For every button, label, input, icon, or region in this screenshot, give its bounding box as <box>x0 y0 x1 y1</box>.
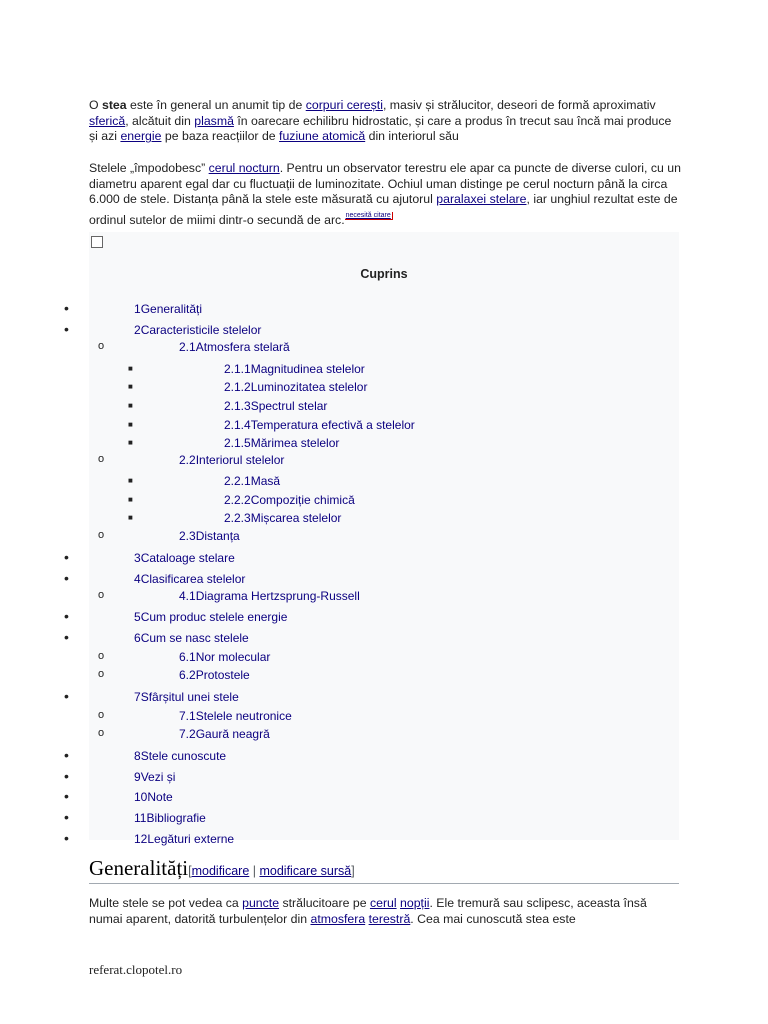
inline-link[interactable]: atmosfera <box>310 911 366 926</box>
toc-item[interactable] <box>0 340 768 356</box>
toc-item[interactable] <box>0 493 768 509</box>
toc-label: Diagrama Hertzsprung-Russell <box>195 589 360 603</box>
toc-item[interactable] <box>0 690 768 706</box>
toc-number: 2.2.1 <box>224 474 251 488</box>
toc-number: 11 <box>134 811 147 825</box>
toc-number: 7.1 <box>179 709 196 723</box>
circle-bullet-icon: o <box>98 589 105 601</box>
toc-label: Nor molecular <box>195 650 271 664</box>
toc-number: 2.1.5 <box>224 436 251 450</box>
circle-bullet-icon: o <box>98 650 105 662</box>
toc-item-link[interactable] <box>134 323 261 337</box>
bullet-icon: • <box>64 321 69 337</box>
edit-separator: | <box>249 864 260 878</box>
bullet-icon: • <box>64 747 69 763</box>
toc-number: 5 <box>134 610 141 624</box>
toc-number: 2.1.4 <box>224 418 251 432</box>
toc-title: Cuprins <box>360 267 408 281</box>
toc-number: 3 <box>134 551 141 565</box>
footer-source: referat.clopotel.ro <box>89 962 183 977</box>
toc-item-link[interactable] <box>134 302 202 316</box>
toc-label: Mărimea stelelor <box>250 436 340 450</box>
toc-item[interactable] <box>0 610 768 626</box>
square-bullet-icon: ■ <box>128 495 133 504</box>
bullet-icon: • <box>64 300 69 316</box>
section-title: Generalități <box>89 856 189 880</box>
citation-needed-note[interactable]: necesită citare <box>345 212 391 220</box>
toc-label: Masă <box>250 474 281 488</box>
toc-item-link[interactable] <box>224 511 341 525</box>
toc-number: 4 <box>134 572 141 586</box>
toc-label: Cum se nasc stelele <box>140 631 249 645</box>
toc-number: 2.1 <box>179 340 196 354</box>
toc-item-link[interactable] <box>134 610 287 624</box>
toc-item[interactable] <box>0 589 768 605</box>
circle-bullet-icon: o <box>98 668 105 680</box>
inline-link[interactable]: paralaxei stelare <box>436 192 527 207</box>
toc-number: 7 <box>134 690 141 704</box>
circle-bullet-icon: o <box>98 727 105 739</box>
text-run: , alcătuit din <box>125 113 195 128</box>
toc-label: Bibliografie <box>146 811 206 825</box>
square-bullet-icon: ■ <box>128 364 133 373</box>
toc-item[interactable] <box>0 631 768 647</box>
inline-link[interactable]: cerul nocturn <box>208 161 280 175</box>
toc-label: Note <box>147 790 173 804</box>
toc-item-link[interactable] <box>224 399 327 413</box>
toc-label: Interiorul stelelor <box>195 453 285 467</box>
toc-item[interactable] <box>0 380 768 396</box>
text-run: este în general un anumit tip de <box>126 98 306 112</box>
toc-item-link[interactable] <box>134 770 175 784</box>
text-run: din interiorul său <box>365 129 459 144</box>
toc-number: 2.2 <box>179 453 196 467</box>
bullet-icon: • <box>64 830 69 846</box>
inline-link[interactable]: energie <box>120 129 162 144</box>
text-run: . Pentru un observator terestru ele apar ca puncte de diverse culori, cu un diametru aparent egal dar cu fluctuații de luminozitate. Ochiul uman distinge pe cerul nocturn până la circa 6.000 de stele. Distanța până la stele este măsurată cu ajutorul <box>89 161 681 207</box>
bullet-icon: • <box>64 570 69 586</box>
toc-number: 6.2 <box>179 668 196 682</box>
toc-item[interactable] <box>0 474 768 490</box>
square-bullet-icon: ■ <box>128 401 133 410</box>
inline-link[interactable]: cerul <box>369 896 397 910</box>
toc-number: 12 <box>134 832 148 846</box>
toc-number: 2.1.3 <box>224 399 251 413</box>
toc-item[interactable] <box>0 529 768 545</box>
toc-label: Legături externe <box>147 832 235 846</box>
inline-link[interactable]: sferică <box>89 113 126 128</box>
square-bullet-icon: ■ <box>128 420 133 429</box>
square-bullet-icon: ■ <box>128 513 133 522</box>
toc-label: Stelele neutronice <box>195 709 292 723</box>
toc-item[interactable] <box>0 811 768 827</box>
toc-item-link[interactable] <box>224 380 367 394</box>
toc-item-link[interactable] <box>134 690 239 704</box>
toc-label: Cum produc stelele energie <box>140 610 288 624</box>
toc-item-link[interactable] <box>134 790 173 804</box>
inline-link[interactable]: puncte <box>242 896 280 910</box>
bullet-icon: • <box>64 688 69 704</box>
toc-item[interactable] <box>0 572 768 588</box>
inline-link[interactable]: corpuri cerești <box>305 98 383 112</box>
toc-number: 1 <box>134 302 141 316</box>
text-run: în oarecare echilibru hidrostatic, și care a produs în trecut sau încă mai produce și azi <box>89 113 672 144</box>
toc-number: 2.2.2 <box>224 493 251 507</box>
toc-label: Caracteristicile stelelor <box>140 323 262 337</box>
toc-item[interactable] <box>0 749 768 765</box>
toc-item-link[interactable] <box>179 453 284 467</box>
toc-item-link[interactable] <box>224 474 280 488</box>
toc-number: 2.3 <box>179 529 196 543</box>
circle-bullet-icon: o <box>98 709 105 721</box>
toc-label: Spectrul stelar <box>250 399 328 413</box>
bullet-icon: • <box>64 768 69 784</box>
toc-item[interactable] <box>0 650 768 666</box>
text-run: strălucitoare pe <box>279 896 370 910</box>
bullet-icon: • <box>64 788 69 804</box>
toc-item[interactable] <box>0 453 768 469</box>
bullet-icon: • <box>64 549 69 565</box>
toc-number: 9 <box>134 770 141 784</box>
toc-item[interactable] <box>0 709 768 725</box>
toc-item-link[interactable] <box>134 832 234 846</box>
toc-item[interactable] <box>0 790 768 806</box>
toc-label: Mișcarea stelelor <box>250 511 342 525</box>
text-run: Multe stele se pot vedea ca <box>89 896 243 910</box>
toc-number: 2.2.3 <box>224 511 251 525</box>
text-run: Stelele „împodobesc” <box>89 161 209 175</box>
edit-links <box>188 864 355 878</box>
toc-item-link[interactable] <box>179 529 240 543</box>
toc-item-link[interactable] <box>134 811 206 825</box>
toc-label: Magnitudinea stelelor <box>250 362 365 376</box>
toc-label: Clasificarea stelelor <box>140 572 246 586</box>
toc-item-link[interactable] <box>179 709 292 723</box>
toc-number: 4.1 <box>179 589 196 603</box>
toc-item[interactable] <box>0 770 768 786</box>
toc-label: Compoziție chimică <box>250 493 355 507</box>
circle-bullet-icon: o <box>98 529 105 541</box>
toc-item[interactable] <box>0 727 768 743</box>
toc-item[interactable] <box>0 436 768 452</box>
toc-item-link[interactable] <box>224 418 415 432</box>
toc-label: Distanța <box>195 529 240 543</box>
toc-item[interactable] <box>0 511 768 527</box>
toc-label: Sfârșitul unei stele <box>140 690 239 704</box>
toc-number: 2.1.1 <box>224 362 251 376</box>
toc-number: 2.1.2 <box>224 380 251 394</box>
toc-label: Luminozitatea stelelor <box>250 380 368 394</box>
edit-link[interactable]: modificare <box>191 864 250 878</box>
toc-label: Gaură neagră <box>195 727 270 741</box>
toc-toggle-checkbox[interactable] <box>91 236 103 248</box>
toc-item[interactable] <box>0 668 768 684</box>
toc-item-link[interactable] <box>224 362 365 376</box>
edit-source-link[interactable]: modificare sursă <box>259 864 352 878</box>
text-run: pe baza reacțiilor de <box>161 129 280 144</box>
toc-item-link[interactable] <box>224 493 355 507</box>
section-heading <box>89 856 679 884</box>
intro-paragraph-1 <box>89 98 681 145</box>
bullet-icon: • <box>64 809 69 825</box>
toc-label: Vezi și <box>140 770 176 784</box>
text-run: O <box>89 98 102 112</box>
toc-item[interactable] <box>0 362 768 378</box>
square-bullet-icon: ■ <box>128 438 133 447</box>
bullet-icon: • <box>64 629 69 645</box>
toc-item-link[interactable] <box>134 572 245 586</box>
toc-label: Protostele <box>195 668 250 682</box>
inline-link[interactable]: nopții <box>400 896 430 910</box>
toc-number: 10 <box>134 790 148 804</box>
inline-link[interactable]: plasmă <box>194 113 234 128</box>
edit-bracket-close: ] <box>351 864 355 878</box>
intro-paragraph-2 <box>89 161 681 229</box>
toc-item-link[interactable] <box>134 551 235 565</box>
toc-item[interactable] <box>0 302 768 318</box>
toc-number: 7.2 <box>179 727 196 741</box>
text-run: , iar unghiul rezultat este de ordinul sutelor de miimi dintr-o secundă de arc. <box>89 192 678 228</box>
toc-item[interactable] <box>0 551 768 567</box>
square-bullet-icon: ■ <box>128 476 133 485</box>
bullet-icon: • <box>64 608 69 624</box>
toc-item[interactable] <box>0 323 768 339</box>
circle-bullet-icon: o <box>98 453 105 465</box>
text-run: . Ele tremură sau sclipesc, aceasta însă numai aparent, datorită turbulențelor din <box>89 896 647 926</box>
toc-item[interactable] <box>0 418 768 434</box>
toc-item-link[interactable] <box>179 668 250 682</box>
text-run: , masiv și strălucitor, deseori de formă aproximativ <box>382 98 656 112</box>
toc-number: 8 <box>134 749 141 763</box>
inline-link[interactable]: fuziune atomică <box>279 129 366 144</box>
toc-number: 6 <box>134 631 141 645</box>
toc-item-link[interactable] <box>134 749 226 763</box>
square-bullet-icon: ■ <box>128 382 133 391</box>
toc-label: Stele cunoscute <box>140 749 227 763</box>
toc-label: Atmosfera stelară <box>195 340 290 354</box>
toc-item-link[interactable] <box>224 436 339 450</box>
toc-item[interactable] <box>0 399 768 415</box>
edit-bracket-open: [ <box>188 864 192 878</box>
toc-label: Generalități <box>140 302 203 316</box>
section-paragraph <box>89 896 681 927</box>
toc-label: Cataloage stelare <box>140 551 235 565</box>
text-run: . Cea mai cunoscută stea este <box>410 911 576 926</box>
toc-number: 2 <box>134 323 141 337</box>
circle-bullet-icon: o <box>98 340 105 352</box>
toc-label: Temperatura efectivă a stelelor <box>250 418 415 432</box>
toc-number: 6.1 <box>179 650 196 664</box>
toc-item-link[interactable] <box>179 340 290 354</box>
inline-link[interactable]: terestră <box>368 911 411 926</box>
toc-item-link[interactable] <box>134 631 249 645</box>
toc-item-link[interactable] <box>179 589 360 603</box>
toc-item-link[interactable] <box>179 650 270 664</box>
bold-term: stea <box>101 98 127 112</box>
toc-item-link[interactable] <box>179 727 270 741</box>
toc-item[interactable] <box>0 832 768 848</box>
